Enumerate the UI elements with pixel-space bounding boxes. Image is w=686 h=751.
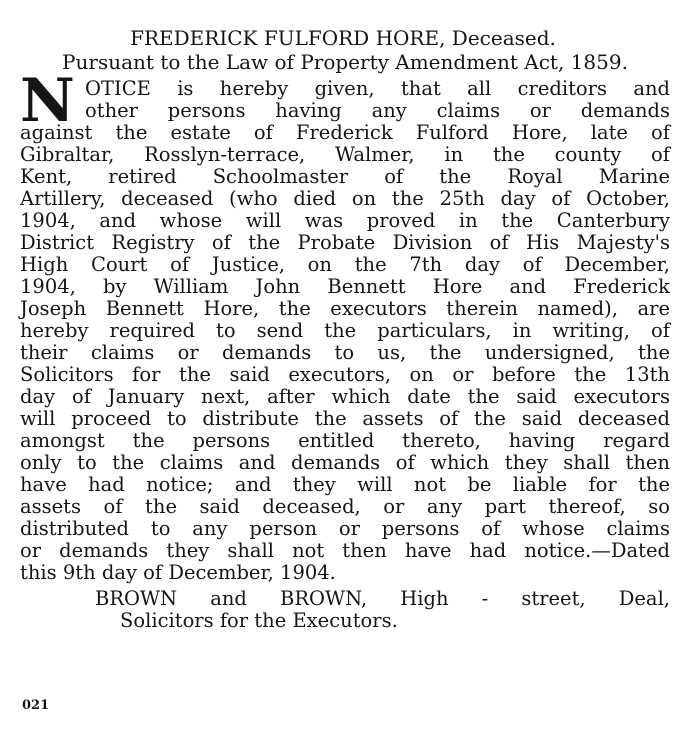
notice-heading: FREDERICK FULFORD HORE, Deceased. [130,26,556,50]
notice-body-line: Gibraltar, Rosslyn-terrace, Walmer, in the county of [20,143,670,166]
notice-body-line: 1904, and whose will was proved in the Canterbury [20,209,670,232]
notice-body-line: 1904, by William John Bennett Hore and Frederick [20,275,670,298]
notice-body-line: distributed to any person or persons of whose claims [20,517,670,540]
notice-act-line: Pursuant to the Law of Property Amendment Act, 1859. [62,50,628,74]
notice-body-line: will proceed to distribute the assets of the said deceased [20,407,670,430]
notice-body-line: other persons having any claims or demands [85,99,670,122]
notice-reference-number: 021 [22,698,50,713]
notice-body-line: day of January next, after which date the said executors [20,385,670,408]
notice-body-line: only to the claims and demands of which they shall then [20,451,670,474]
notice-body-line: Joseph Bennett Hore, the executors therein named), are [20,297,670,320]
drop-cap: N [20,66,75,136]
notice-body-line: District Registry of the Probate Division of His Majesty's [20,231,670,254]
notice-body-line: assets of the said deceased, or any part thereof, so [20,495,670,518]
solicitor-signature: BROWN and BROWN, High - street, Deal, [95,587,670,610]
notice-body-line: or demands they shall not then have had notice.—Dated [20,539,670,562]
notice-body-line: Kent, retired Schoolmaster of the Royal Marine [20,165,670,188]
notice-body-line: High Court of Justice, on the 7th day of December, [20,253,670,276]
notice-body-line: amongst the persons entitled thereto, having regard [20,429,670,452]
notice-body-line: Solicitors for the said executors, on or before the 13th [20,363,670,386]
notice-body-line: have had notice; and they will not be liable for the [20,473,670,496]
notice-body-line: hereby required to send the particulars, in writing, of [20,319,670,342]
notice-body-line: their claims or demands to us, the undersigned, the [20,341,670,364]
notice-body-line: this 9th day of December, 1904. [20,561,336,584]
notice-body-line: OTICE is hereby given, that all creditors and [85,77,670,100]
notice-body-line: Artillery, deceased (who died on the 25th day of October, [20,187,670,210]
solicitor-role: Solicitors for the Executors. [120,609,398,632]
notice-body-line: against the estate of Frederick Fulford Hore, late of [20,121,670,144]
